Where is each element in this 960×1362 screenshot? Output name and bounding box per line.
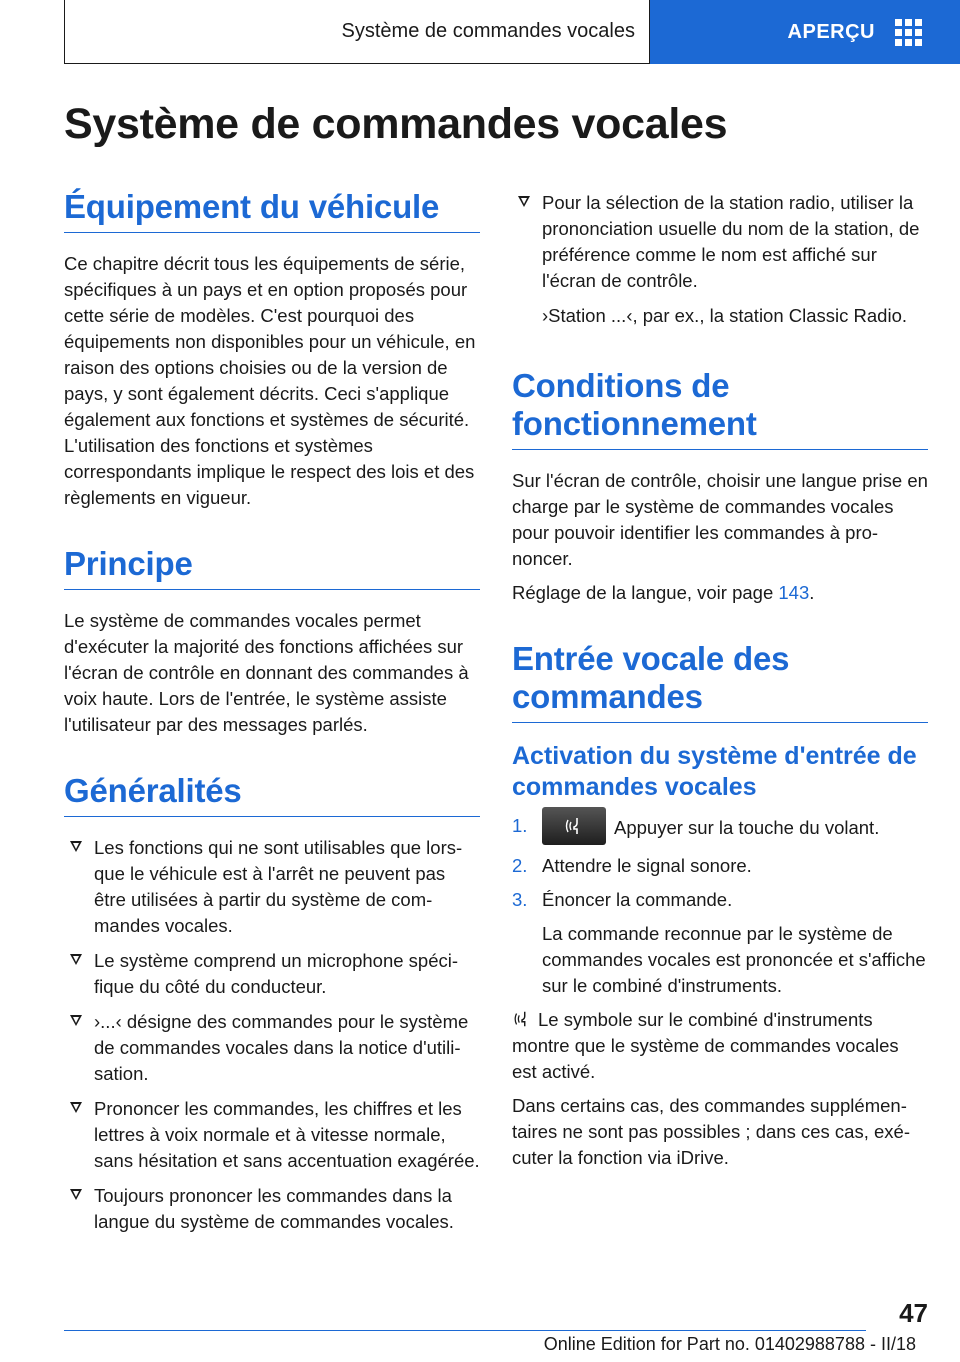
triangle-bullet-icon xyxy=(70,1015,82,1026)
list-item: Prononcer les commandes, les chiffres et les lettres à voix normale et à vitesse normale, sans hésitation et sans accentuation exagérée. xyxy=(64,1096,480,1174)
list-item: Le système comprend un microphone spécifique du côté du conducteur. xyxy=(64,948,480,1000)
step-item: 1. Appuyer sur la touche du volant. xyxy=(512,813,928,845)
page-number: 47 xyxy=(899,1298,928,1328)
header-tab-apercu[interactable] xyxy=(650,0,960,64)
section-radio-tip xyxy=(512,190,928,329)
heading-principe: Principe xyxy=(64,545,480,590)
paragraph-equipement: Ce chapitre décrit tous les équipements de série, spécifiques à un pays et en option proposés pour cette série de modèles. C'est pourquoi des équipements non disponibles pour un véhicule, en raison des options choisies ou de la version de pays, y sont également décrits. Ceci s'applique également aux fonctions et systèmes de sécurité. L'utilisation des fonctions et systèmes correspondants implique le respect des lois et des règlements en vigueur. xyxy=(64,253,476,508)
list-item: ›...‹ désigne des commandes pour le système de commandes vocales dans la notice d'utilisation. xyxy=(64,1009,480,1087)
paragraph-idrive: Dans certains cas, des commandes supplémentaires ne sont pas possibles ; dans ces cas, exécuter la fonction via iDrive. xyxy=(512,1095,910,1168)
section-equipement xyxy=(64,188,480,511)
section-entree xyxy=(512,640,928,1171)
generalites-list xyxy=(64,835,480,1235)
step-item: 3. Énoncer la commande. xyxy=(512,887,928,913)
voice-symbol-icon xyxy=(512,1009,532,1029)
step-item: 2. Attendre le signal sonore. xyxy=(512,853,928,879)
radio-list xyxy=(512,190,928,294)
heading-conditions: Conditions de fonctionnement xyxy=(512,367,928,450)
step-number: 2. xyxy=(512,855,528,876)
step3-detail: La commande reconnue par le système de commandes vocales est prononcée et s'affiche sur le combiné d'instruments. xyxy=(542,923,926,996)
header-section-title: Système de commandes vocales xyxy=(64,0,650,64)
page-header xyxy=(64,0,960,64)
page-link-143[interactable]: 143 xyxy=(778,582,810,603)
voice-command-icon xyxy=(563,816,585,836)
step-number: 1. xyxy=(512,815,528,836)
section-conditions xyxy=(512,367,928,606)
list-item: Les fonctions qui ne sont utilisables que lorsque le véhicule est à l'arrêt ne peuvent pas être utilisées à partir du système de commandes vocales. xyxy=(64,835,480,939)
heading-equipement: Équipement du véhicule xyxy=(64,188,480,233)
right-column xyxy=(512,190,928,1205)
triangle-bullet-icon xyxy=(70,1189,82,1200)
triangle-bullet-icon xyxy=(70,1102,82,1113)
radio-example: ›Station ...‹, par ex., la station Classic Radio. xyxy=(542,305,908,326)
subheading-activation: Activation du système d'entrée de commandes vocales xyxy=(512,742,917,801)
page-title: Système de commandes vocales xyxy=(64,100,728,148)
section-principe xyxy=(64,545,480,738)
header-tab-label: APERÇU xyxy=(787,20,875,43)
voice-button-image xyxy=(542,807,606,845)
triangle-bullet-icon xyxy=(70,841,82,852)
footer-edition: Online Edition for Part no. 01402988788 - II/18 xyxy=(543,1334,916,1354)
triangle-bullet-icon xyxy=(70,954,82,965)
triangle-bullet-icon xyxy=(518,196,530,207)
heading-generalites: Généralités xyxy=(64,772,480,817)
list-item: Toujours prononcer les commandes dans la langue du système de commandes vocales. xyxy=(64,1183,480,1235)
list-item: Pour la sélection de la station radio, utiliser la prononciation usuelle du nom de la station, de préférence comme le nom est affiché sur l'écran de contrôle. xyxy=(512,190,928,294)
paragraph-symbol: Le symbole sur le combiné d'instruments montre que le système de commandes vocales est activé. xyxy=(512,1009,899,1082)
grid-icon xyxy=(895,19,922,46)
paragraph-principe: Le système de commandes vocales permet d'exécuter la majorité des fonctions affichées sur l'écran de contrôle en donnant des commandes à voix haute. Lors de l'entrée, le système assiste l'utilisateur par des messages parlés. xyxy=(64,610,469,735)
heading-entree: Entrée vocale des commandes xyxy=(512,640,928,723)
paragraph-conditions: Sur l'écran de contrôle, choisir une langue prise en charge par le système de commandes vocales pour pouvoir identifier les commandes à prononcer. xyxy=(512,470,928,569)
left-column xyxy=(64,188,480,1269)
step-number: 3. xyxy=(512,889,528,910)
activation-steps xyxy=(512,813,928,913)
footer-divider xyxy=(64,1330,866,1331)
section-generalites xyxy=(64,772,480,1235)
paragraph-language-ref: Réglage de la langue, voir page 143. xyxy=(512,582,815,603)
